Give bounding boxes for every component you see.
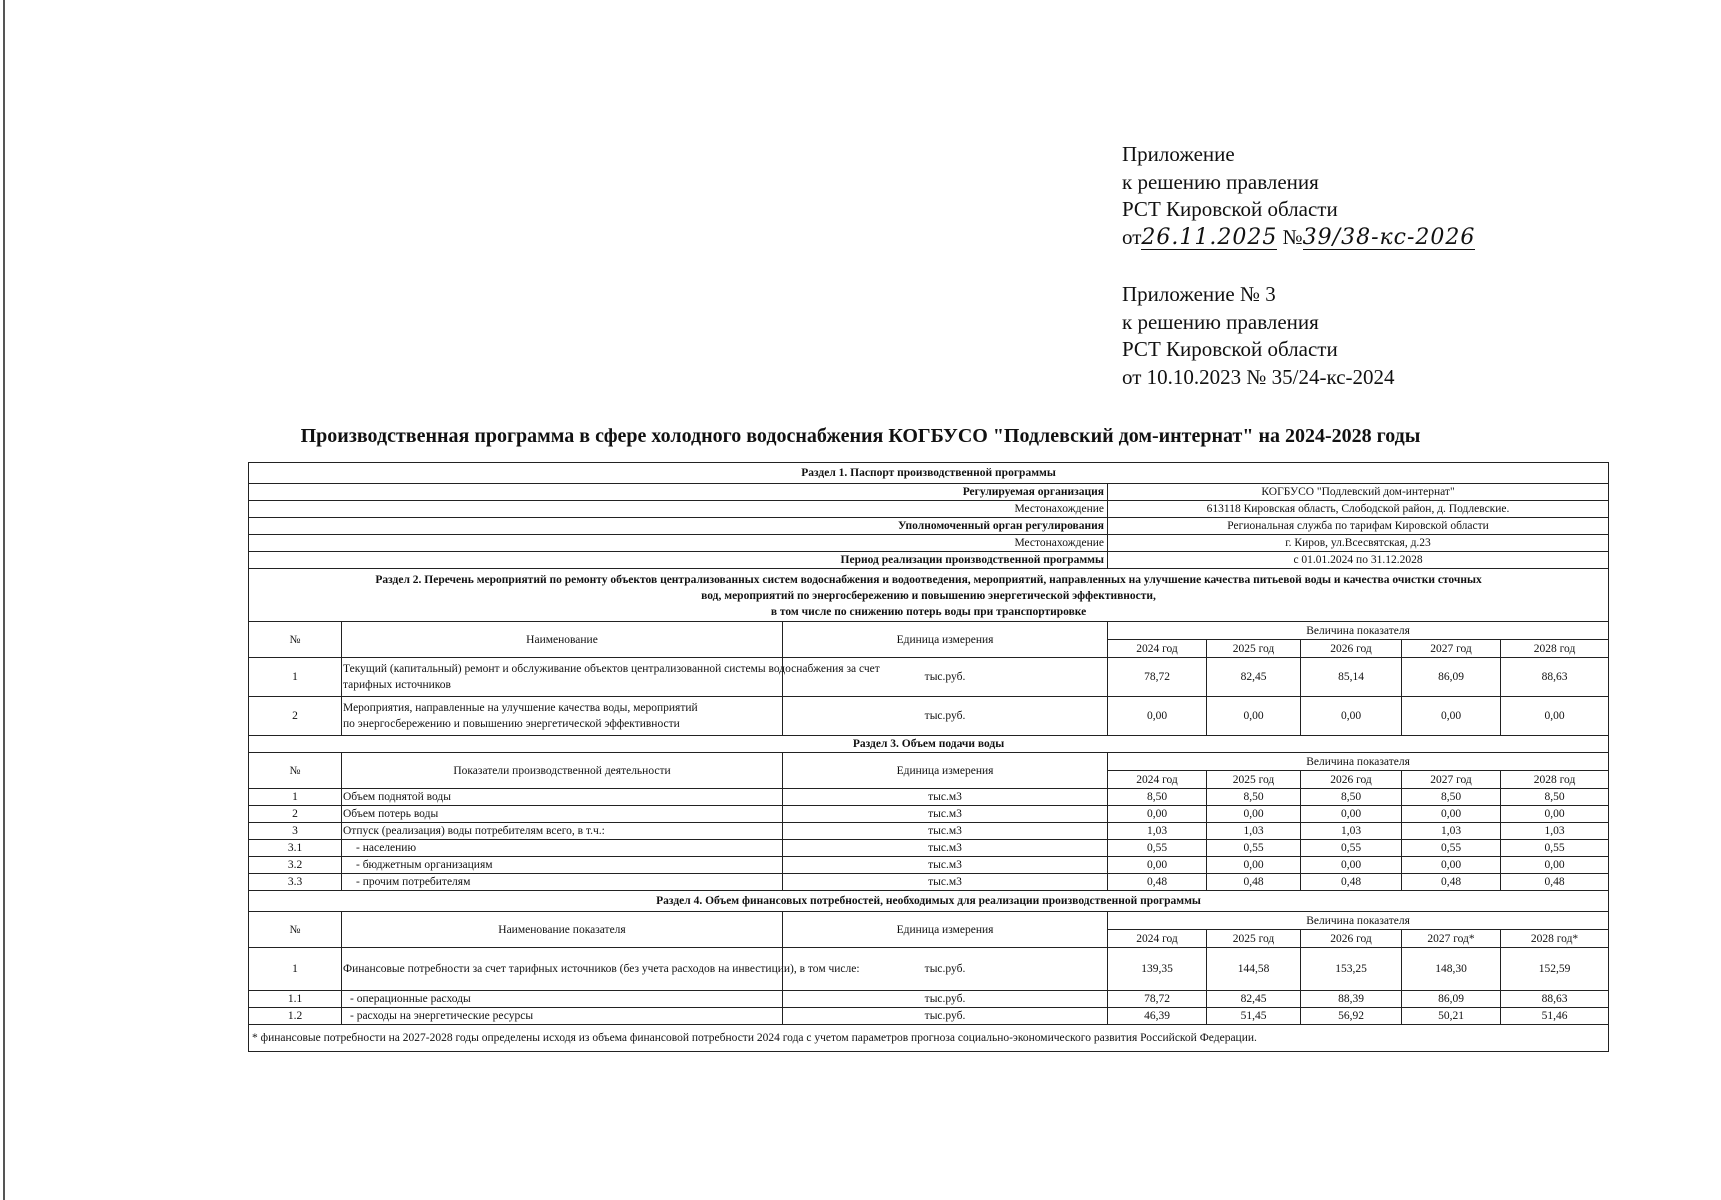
- appendix-line: Приложение: [1122, 142, 1235, 166]
- row-unit: тыс.м3: [783, 823, 1108, 840]
- row-value: 0,00: [1501, 697, 1609, 736]
- from-prefix: от: [1122, 224, 1142, 249]
- handwritten-number: 39/38-кс-2026: [1302, 224, 1476, 250]
- passport-label: Местонахождение: [249, 501, 1108, 518]
- row-name-line: по энергосбережению и повышению энергетической эффективности: [343, 718, 680, 730]
- row-value: 1,03: [1108, 823, 1207, 840]
- row-unit: тыс.руб.: [783, 697, 1108, 736]
- row-name: Финансовые потребности за счет тарифных источников (без учета расходов на инвестиции), в том числе:: [342, 948, 783, 991]
- row-value: 88,39: [1301, 991, 1402, 1008]
- section2-column-header-row: [249, 622, 1609, 640]
- passport-value: г. Киров, ул.Всесвятская, д.23: [1108, 535, 1609, 552]
- row-value: 1,03: [1501, 823, 1609, 840]
- passport-value: с 01.01.2024 по 31.12.2028: [1108, 552, 1609, 569]
- row-no: 1.1: [249, 991, 342, 1008]
- col-header-name: Показатели производственной деятельности: [342, 753, 783, 789]
- row-value: 0,55: [1108, 840, 1207, 857]
- footnote: * финансовые потребности на 2027-2028 годы определены исходя из объема финансовой потребности 2024 года с учетом параметров прогноза социально-экономического развития Российской Федерации.: [249, 1025, 1609, 1052]
- passport-row: [249, 484, 1609, 501]
- year-header: 2024 год: [1108, 771, 1207, 789]
- table-row: [249, 857, 1609, 874]
- table-row: [249, 806, 1609, 823]
- row-name: - операционные расходы: [342, 991, 783, 1008]
- row-no: 3: [249, 823, 342, 840]
- row-value: 0,55: [1207, 840, 1301, 857]
- table-row: [249, 658, 1609, 697]
- section3-header: Раздел 3. Объем подачи воды: [249, 736, 1609, 753]
- row-name: - прочим потребителям: [342, 874, 783, 891]
- year-header: 2028 год*: [1501, 930, 1609, 948]
- appendix-block-original: [1122, 281, 1395, 391]
- table-row: [249, 823, 1609, 840]
- passport-row: [249, 552, 1609, 569]
- year-header: 2025 год: [1207, 930, 1301, 948]
- row-name: Отпуск (реализация) воды потребителям всего, в т.ч.:: [342, 823, 783, 840]
- row-name: [342, 658, 880, 697]
- col-header-unit: Единица измерения: [783, 912, 1108, 948]
- col-header-no: №: [249, 622, 342, 658]
- passport-row: [249, 518, 1609, 535]
- row-name: - населению: [342, 840, 783, 857]
- row-name: [342, 697, 783, 736]
- row-no: 1: [249, 658, 342, 697]
- appendix-line: к решению правления: [1122, 169, 1319, 194]
- row-name-line: Текущий (капитальный) ремонт и обслуживание объектов централизованной системы водоснабжения за счет: [343, 663, 880, 675]
- row-no: 2: [249, 806, 342, 823]
- row-value: 78,72: [1108, 991, 1207, 1008]
- section2-header-row: [249, 569, 1609, 622]
- appendix-line: РСТ Кировской области: [1122, 337, 1338, 361]
- row-value: 0,00: [1207, 857, 1301, 874]
- col-header-value: Величина показателя: [1108, 912, 1609, 930]
- section2-header-line: вод, мероприятий по энергосбережению и повышению энергетической эффективности,: [701, 590, 1156, 602]
- passport-row: [249, 501, 1609, 518]
- row-unit: тыс.руб.: [783, 658, 1108, 697]
- year-header: 2027 год*: [1402, 930, 1501, 948]
- number-prefix: №: [1282, 224, 1303, 249]
- table-row: [249, 874, 1609, 891]
- row-value: 0,00: [1501, 857, 1609, 874]
- row-value: 1,03: [1207, 823, 1301, 840]
- row-no: 3.3: [249, 874, 342, 891]
- row-value: 148,30: [1402, 948, 1501, 991]
- row-value: 0,00: [1108, 697, 1207, 736]
- row-no: 2: [249, 697, 342, 736]
- table-row: [249, 948, 1609, 991]
- row-value: 0,00: [1402, 806, 1501, 823]
- row-value: 82,45: [1207, 991, 1301, 1008]
- row-value: 0,00: [1108, 806, 1207, 823]
- year-header: 2024 год: [1108, 930, 1207, 948]
- row-no: 3.1: [249, 840, 342, 857]
- passport-row: [249, 535, 1609, 552]
- scan-edge-line: [3, 0, 5, 1200]
- row-value: 0,48: [1301, 874, 1402, 891]
- passport-label: Местонахождение: [249, 535, 1108, 552]
- section4-header-row: [249, 891, 1609, 912]
- row-value: 85,14: [1301, 658, 1402, 697]
- row-name: Объем потерь воды: [342, 806, 783, 823]
- year-header: 2026 год: [1301, 771, 1402, 789]
- col-header-name: Наименование: [342, 622, 783, 658]
- col-header-name: Наименование показателя: [342, 912, 783, 948]
- row-unit: тыс.руб.: [783, 948, 1108, 991]
- section2-header: [249, 569, 1609, 622]
- passport-label: Период реализации производственной программы: [249, 552, 1108, 569]
- section2-header-line: Раздел 2. Перечень мероприятий по ремонту объектов централизованных систем водоснабжения и водоотведения, мероприятий, направленных на улучшение качества питьевой воды и качества очистки сточных: [375, 574, 1482, 586]
- row-no: 1: [249, 789, 342, 806]
- row-unit: тыс.м3: [783, 857, 1108, 874]
- section4-column-header-row: [249, 912, 1609, 930]
- passport-value: Региональная служба по тарифам Кировской области: [1108, 518, 1609, 535]
- table-row: [249, 697, 1609, 736]
- row-value: 8,50: [1501, 789, 1609, 806]
- row-value: 86,09: [1402, 658, 1501, 697]
- row-value: 46,39: [1108, 1008, 1207, 1025]
- row-unit: тыс.м3: [783, 806, 1108, 823]
- handwritten-date: 26.11.2025: [1141, 224, 1278, 250]
- passport-label: Уполномоченный орган регулирования: [249, 518, 1108, 535]
- appendix-line: Приложение № 3: [1122, 282, 1276, 306]
- year-header: 2027 год: [1402, 771, 1501, 789]
- row-unit: тыс.м3: [783, 840, 1108, 857]
- footnote-row: [249, 1025, 1609, 1052]
- row-name-line: тарифных источников: [343, 679, 451, 691]
- row-value: 144,58: [1207, 948, 1301, 991]
- row-value: 153,25: [1301, 948, 1402, 991]
- year-header: 2024 год: [1108, 640, 1207, 658]
- row-value: 56,92: [1301, 1008, 1402, 1025]
- row-value: 1,03: [1402, 823, 1501, 840]
- section1-header: Раздел 1. Паспорт производственной программы: [249, 463, 1609, 484]
- section4-header: Раздел 4. Объем финансовых потребностей, необходимых для реализации производственной программы: [249, 891, 1609, 912]
- row-value: 0,55: [1501, 840, 1609, 857]
- row-value: 86,09: [1402, 991, 1501, 1008]
- row-no: 1.2: [249, 1008, 342, 1025]
- table-row: [249, 991, 1609, 1008]
- row-value: 82,45: [1207, 658, 1301, 697]
- row-value: 0,48: [1501, 874, 1609, 891]
- row-name-line: Мероприятия, направленные на улучшение качества воды, мероприятий: [343, 702, 698, 714]
- table-row: [249, 1008, 1609, 1025]
- passport-label: Регулируемая организация: [249, 484, 1108, 501]
- row-name: Объем поднятой воды: [342, 789, 783, 806]
- row-value: 8,50: [1301, 789, 1402, 806]
- section1-header-row: [249, 463, 1609, 484]
- row-value: 152,59: [1501, 948, 1609, 991]
- row-value: 0,48: [1402, 874, 1501, 891]
- year-header: 2025 год: [1207, 640, 1301, 658]
- row-value: 78,72: [1108, 658, 1207, 697]
- row-value: 50,21: [1402, 1008, 1501, 1025]
- row-value: 1,03: [1301, 823, 1402, 840]
- row-value: 0,00: [1108, 857, 1207, 874]
- section3-header-row: [249, 736, 1609, 753]
- year-header: 2028 год: [1501, 771, 1609, 789]
- row-value: 0,00: [1301, 806, 1402, 823]
- row-unit: тыс.м3: [783, 789, 1108, 806]
- appendix-line: РСТ Кировской области: [1122, 197, 1338, 221]
- appendix-line: к решению правления: [1122, 309, 1319, 334]
- year-header: 2026 год: [1301, 930, 1402, 948]
- row-unit: тыс.руб.: [783, 1008, 1108, 1025]
- col-header-unit: Единица измерения: [783, 753, 1108, 789]
- row-unit: тыс.м3: [783, 874, 1108, 891]
- col-header-no: №: [249, 753, 342, 789]
- appendix-block-current: [1122, 141, 1475, 251]
- year-header: 2026 год: [1301, 640, 1402, 658]
- row-value: 0,48: [1108, 874, 1207, 891]
- row-value: 88,63: [1501, 658, 1609, 697]
- year-header: 2027 год: [1402, 640, 1501, 658]
- appendix-line: от 10.10.2023 № 35/24-кс-2024: [1122, 364, 1395, 389]
- table-row: [249, 789, 1609, 806]
- row-unit: тыс.руб.: [783, 991, 1108, 1008]
- row-value: 0,55: [1402, 840, 1501, 857]
- row-value: 0,00: [1301, 697, 1402, 736]
- year-header: 2028 год: [1501, 640, 1609, 658]
- document-title: Производственная программа в сфере холодного водоснабжения КОГБУСО "Подлевский дом-интернат" на 2024-2028 годы: [300, 425, 1421, 447]
- production-program-table: [248, 462, 1609, 1052]
- row-value: 8,50: [1207, 789, 1301, 806]
- row-name: - бюджетным организациям: [342, 857, 783, 874]
- appendix-decision-line: [1122, 224, 1475, 252]
- row-value: 0,00: [1402, 857, 1501, 874]
- row-name: - расходы на энергетические ресурсы: [342, 1008, 783, 1025]
- col-header-value: Величина показателя: [1108, 753, 1609, 771]
- row-value: 8,50: [1402, 789, 1501, 806]
- row-value: 0,48: [1207, 874, 1301, 891]
- row-no: 3.2: [249, 857, 342, 874]
- col-header-unit: Единица измерения: [783, 622, 1108, 658]
- row-value: 51,46: [1501, 1008, 1609, 1025]
- row-value: 0,00: [1402, 697, 1501, 736]
- col-header-value: Величина показателя: [1108, 622, 1609, 640]
- section3-column-header-row: [249, 753, 1609, 771]
- row-value: 0,00: [1501, 806, 1609, 823]
- row-value: 0,00: [1207, 697, 1301, 736]
- passport-value: КОГБУСО "Подлевский дом-интернат": [1108, 484, 1609, 501]
- row-value: 0,55: [1301, 840, 1402, 857]
- table-row: [249, 840, 1609, 857]
- row-value: 0,00: [1301, 857, 1402, 874]
- col-header-no: №: [249, 912, 342, 948]
- section2-header-line: в том числе по снижению потерь воды при транспортировке: [770, 606, 1087, 618]
- row-value: 0,00: [1207, 806, 1301, 823]
- row-value: 139,35: [1108, 948, 1207, 991]
- passport-value: 613118 Кировская область, Слободской район, д. Подлевские.: [1108, 501, 1609, 518]
- year-header: 2025 год: [1207, 771, 1301, 789]
- row-no: 1: [249, 948, 342, 991]
- row-value: 8,50: [1108, 789, 1207, 806]
- row-value: 51,45: [1207, 1008, 1301, 1025]
- row-value: 88,63: [1501, 991, 1609, 1008]
